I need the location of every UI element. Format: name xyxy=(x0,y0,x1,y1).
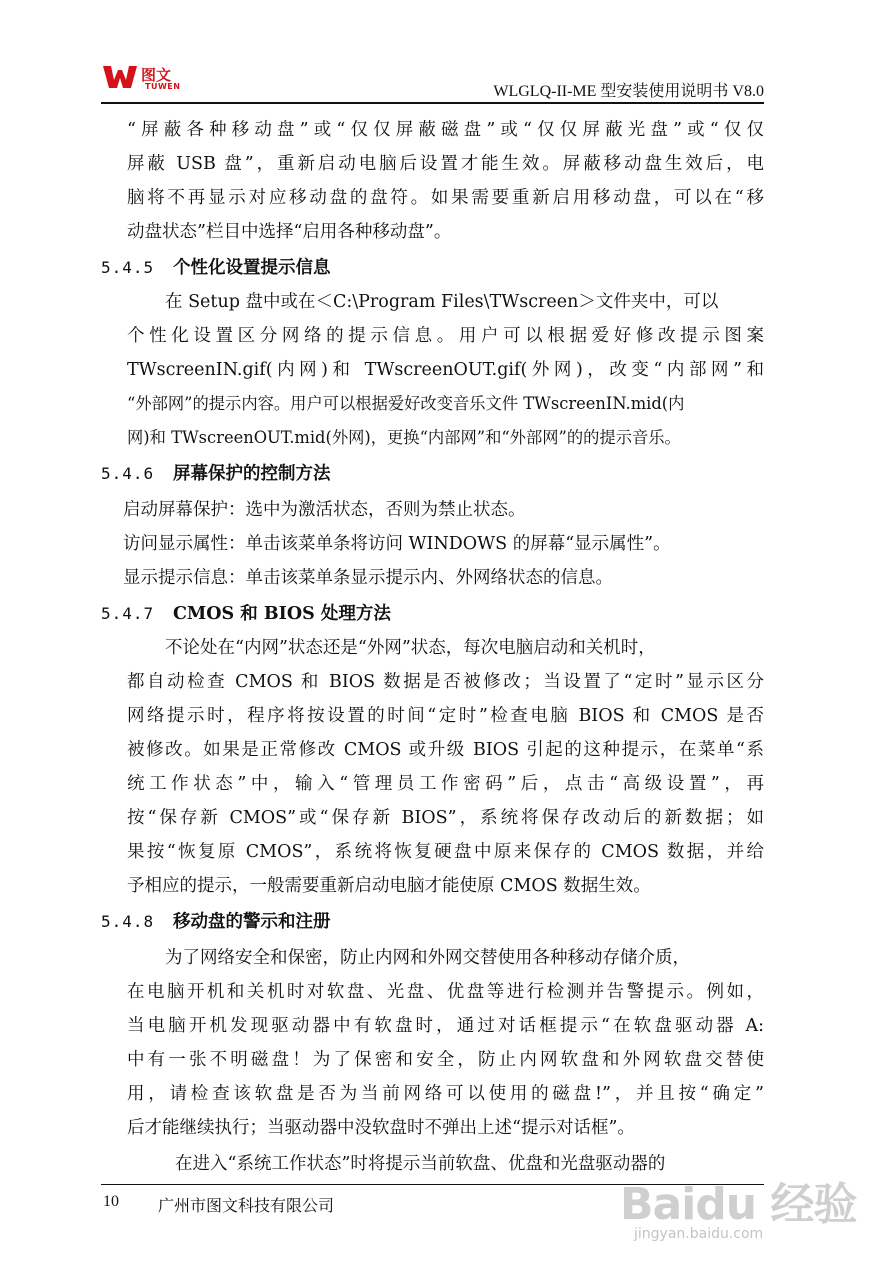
logo-text-cn: 图文 xyxy=(141,66,172,84)
section-heading xyxy=(101,255,331,281)
tuwen-logo-icon xyxy=(103,64,137,90)
paragraph-line: 都自动检查 CMOS 和 BIOS 数据是否被修改；当设置了“定时”显示区分 xyxy=(127,672,764,692)
paragraph-line: 在 Setup 盘中或在＜C:\Program Files\TWscreen＞文件夹中，可以 xyxy=(165,292,719,312)
paragraph-line: 网络提示时，程序将按设置的时间“定时”检查电脑 BIOS 和 CMOS 是否 xyxy=(127,706,764,726)
paragraph-line: “屏蔽各种移动盘”或“仅仅屏蔽磁盘”或“仅仅屏蔽光盘”或“仅仅 xyxy=(127,120,764,140)
paragraph-line: 在进入“系统工作状态”时将提示当前软盘、优盘和光盘驱动器的 xyxy=(175,1154,666,1174)
paragraph-line: 访问显示属性：单击该菜单条将访问 WINDOWS 的屏幕“显示属性”。 xyxy=(123,534,671,554)
section-heading xyxy=(101,909,331,935)
section-title: 移动盘的警示和注册 xyxy=(173,912,331,932)
paragraph-line: 为了网络安全和保密，防止内网和外网交替使用各种移动存储介质， xyxy=(165,948,690,968)
paragraph-line: 统工作状态”中，输入“管理员工作密码”后，点击“高级设置”，再 xyxy=(127,774,764,794)
paragraph-line: 按“保存新 CMOS”或“保存新 BIOS”，系统将保存改动后的新数据；如 xyxy=(127,808,764,828)
paragraph-line: 后才能继续执行；当驱动器中没软盘时不弹出上述“提示对话框”。 xyxy=(127,1118,635,1138)
company-logo xyxy=(103,64,198,94)
section-heading xyxy=(101,601,391,627)
paragraph-line: 屏蔽 USB 盘”，重新启动电脑后设置才能生效。屏蔽移动盘生效后，电 xyxy=(127,154,764,174)
paragraph-line: 果按“恢复原 CMOS”，系统将恢复硬盘中原来保存的 CMOS 数据，并给 xyxy=(127,842,764,862)
logo-text-en: TUWEN xyxy=(145,82,181,91)
paragraph-line: 在电脑开机和关机时对软盘、光盘、优盘等进行检测并告警提示。例如， xyxy=(127,982,764,1002)
paragraph-line: 网)和 TWscreenOUT.mid(外网)，更换“内部网”和“外部网”的的提示音乐。 xyxy=(127,428,681,447)
paragraph-line: 用，请检查该软盘是否为当前网络可以使用的磁盘!”，并且按“确定” xyxy=(127,1084,764,1104)
section-title: 个性化设置提示信息 xyxy=(173,258,331,278)
section-number: 5.4.6 xyxy=(101,464,155,483)
section-title: CMOS 和 BIOS 处理方法 xyxy=(173,604,391,624)
header-divider xyxy=(101,102,764,104)
section-number: 5.4.8 xyxy=(101,912,155,931)
section-heading xyxy=(101,461,331,487)
page-number: 10 xyxy=(103,1193,119,1210)
section-title: 屏幕保护的控制方法 xyxy=(173,464,331,484)
paragraph-line: 动盘状态”栏目中选择“启用各种移动盘”。 xyxy=(127,222,452,242)
paragraph-line: 中有一张不明磁盘！为了保密和安全，防止内网软盘和外网软盘交替使 xyxy=(127,1050,764,1070)
paragraph-line: 予相应的提示，一般需要重新启动电脑才能使原 CMOS 数据生效。 xyxy=(127,876,651,896)
baidu-watermark xyxy=(620,1150,860,1250)
document-title: WLGLQ-II-ME 型安装使用说明书 V8.0 xyxy=(493,83,764,100)
paragraph-line: TWscreenIN.gif(内网)和 TWscreenOUT.gif(外网)，改变“内部网”和 xyxy=(127,360,764,380)
watermark-url: jingyan.baidu.com xyxy=(634,1226,764,1242)
paragraph-line: 脑将不再显示对应移动盘的盘符。如果需要重新启用移动盘，可以在“移 xyxy=(127,188,764,208)
section-number: 5.4.7 xyxy=(101,604,155,623)
section-number: 5.4.5 xyxy=(101,258,155,277)
paragraph-line: 不论处在“内网”状态还是“外网”状态，每次电脑启动和关机时， xyxy=(165,638,656,658)
footer-company: 广州市图文科技有限公司 xyxy=(158,1196,335,1215)
paragraph-line: 被修改。如果是正常修改 CMOS 或升级 BIOS 引起的这种提示，在菜单“系 xyxy=(127,740,764,760)
paragraph-line: 启动屏幕保护：选中为激活状态，否则为禁止状态。 xyxy=(123,500,526,520)
paragraph-line: 个性化设置区分网络的提示信息。用户可以根据爱好修改提示图案 xyxy=(127,326,764,346)
paragraph-line: 当电脑开机发现驱动器中有软盘时，通过对话框提示“在软盘驱动器 A: xyxy=(127,1016,764,1036)
paragraph-line: 显示提示信息：单击该菜单条显示提示内、外网络状态的信息。 xyxy=(123,568,613,588)
watermark-logo: Baidu 经验 xyxy=(620,1179,857,1230)
paragraph-line: “外部网”的提示内容。用户可以根据爱好改变音乐文件 TWscreenIN.mid(内 xyxy=(127,394,685,413)
